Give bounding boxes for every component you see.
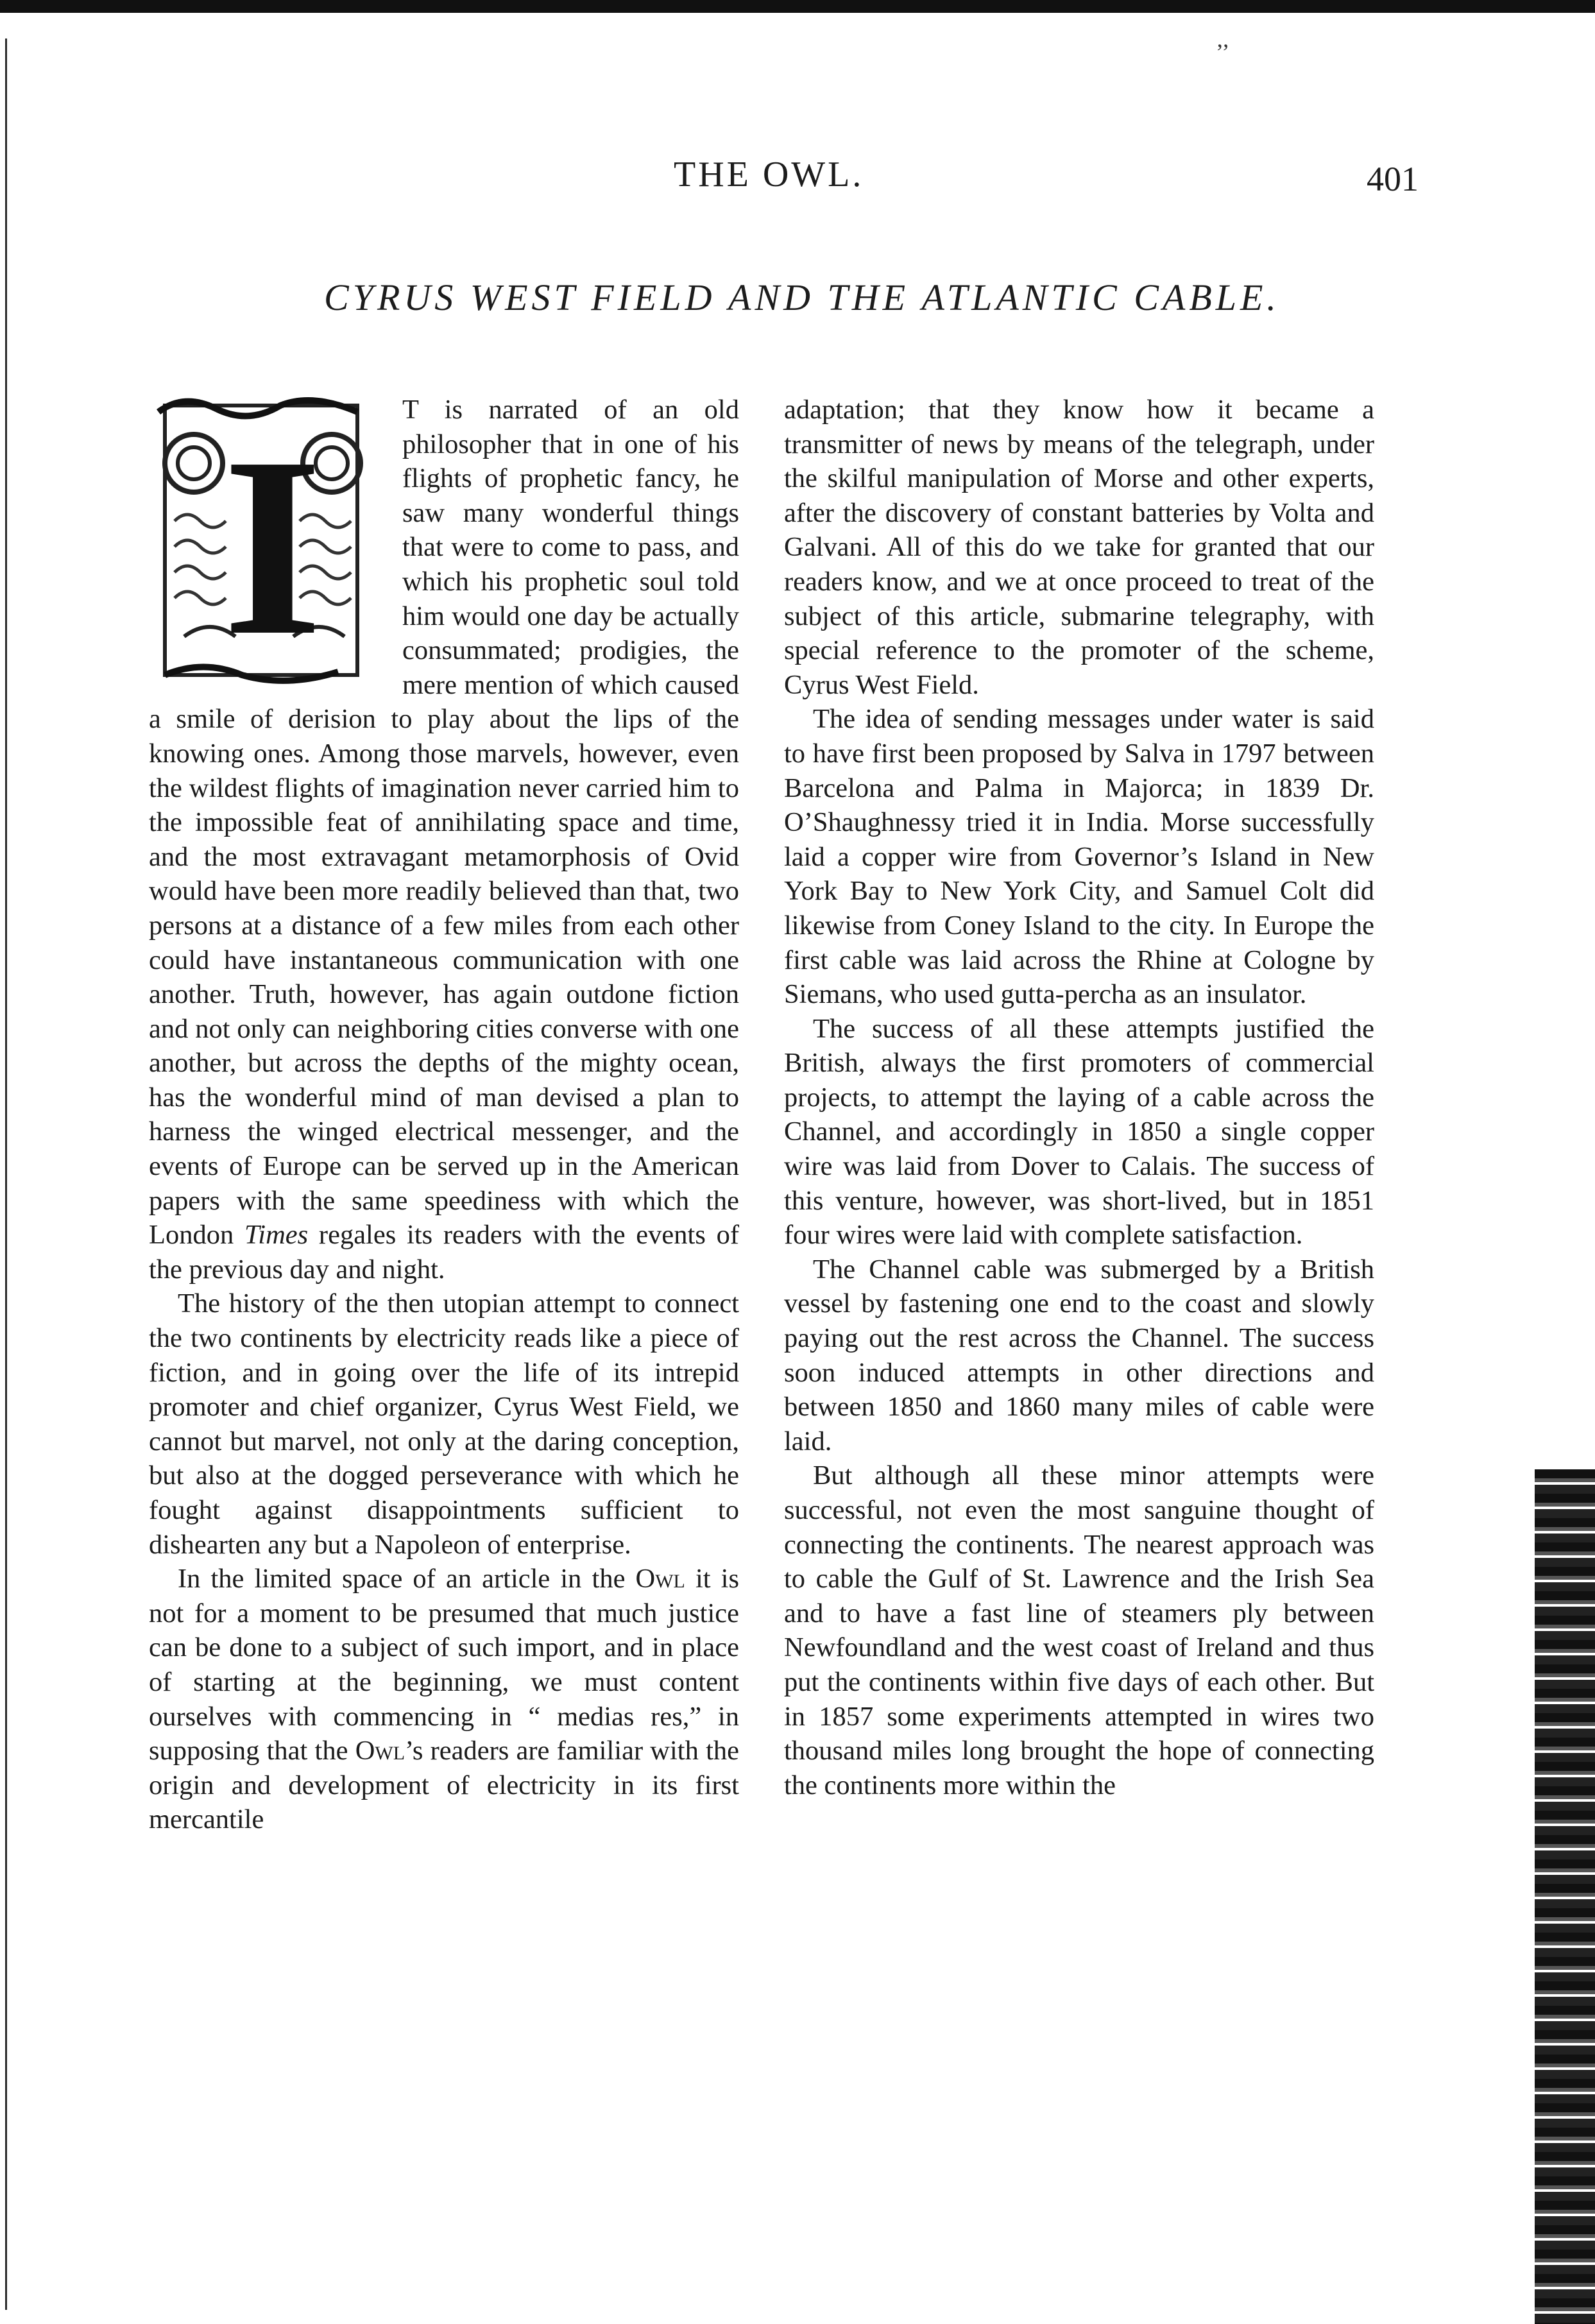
- paragraph-text: regales its readers with the events of the previous day and night.: [149, 1220, 740, 1285]
- scan-top-border: [0, 0, 1595, 13]
- paragraph: The history of the then utopian attempt to connect the two continents by electricity reads like a piece of fiction, and in going over the life of its intrepid promoter and chief organizer, Cyrus West Field, we cannot but marvel, not only at the daring conception, but also at the dogged perseverance with which he fought against disappointments sufficient to dishearten any but a Napoleon of enterprise.: [149, 1288, 739, 1560]
- paragraph: The success of all these attempts justified the British, always the first promoters of commercial projects, to attempt the laying of a cable across the Channel, and accordingly in 1850 a single copper wire was laid from Dover to Calais. The success of this venture, however, was short-lived, but in 1851 four wires were laid with complete satisfaction.: [784, 1013, 1374, 1251]
- stray-mark: ’’: [1216, 39, 1230, 65]
- paragraph-text: T is narrated of an old philosopher that in one of his flights of prophetic fancy, he saw many wonderful things that were to come to pass, and which his prophetic soul told him would one day be actually consummated; prodigies, the mere mention of which caused a smile of derision to play about the lips of the knowing ones. Among those marvels, however, even the wildest flights of imagination never carried him to the impossible feat of annihilating space and time, and the most extravagant metamorphosis of Ovid would have been more readily believed than that, two persons at a distance of a few miles from each other could have instantaneous communication with one another. Truth, however, has again outdone fiction and not only can neighboring cities converse with one another, but across the depths of the mighty ocean, has the wonderful mind of man devised a plan to harness the winged electrical messenger, and the events of Europe can be served up in the American papers with the same speediness with which the London: [149, 395, 739, 1251]
- dropcap: [146, 393, 389, 687]
- paragraph-text: ’s readers are familiar with the origin and development of electricity in its first mercantile: [149, 1736, 740, 1835]
- owl-smallcaps: Owl: [355, 1736, 405, 1766]
- paragraph-text: it is not for a moment to be presumed that much justice can be done to a subject of such import, and in place of starting at the beginning, we must content ourselves with commencing in “ medias res,” in supposing that the: [149, 1564, 740, 1766]
- italic-title: Times: [244, 1220, 309, 1251]
- scan-left-edge: [5, 38, 7, 2310]
- paragraph: [149, 1562, 739, 1837]
- running-title: THE OWL.: [674, 155, 864, 194]
- scan-right-edge-shadow: [1535, 1469, 1595, 2324]
- paragraph: But although all these minor attempts were successful, not even the most sanguine thought of connecting the continents. The nearest approach was to cable the Gulf of St. Lawrence and the Irish Sea and to have a fast line of steamers ply between Newfoundland and the west coast of Ireland and thus put the continents within five days of each other. But in 1857 some experiments attempted in wires two thousand miles long brought the hope of connecting the continents more within the: [784, 1460, 1374, 1800]
- paragraph: The idea of sending messages under water is said to have first been proposed by Salva in 1797 between Barcelona and Palma in Majorca; in 1839 Dr. O’Shaughnessy tried it in India. Morse successfully laid a copper wire from Governor’s Island in New York Bay to New York City, and Samuel Colt did likewise from Coney Island to the city. In Europe the first cable was laid across the Rhine at Cologne by Siemans, who used gutta-percha as an insulator.: [784, 704, 1374, 1010]
- page-number: 401: [1367, 160, 1419, 198]
- paragraph: adaptation; that they know how it became a transmitter of news by means of the telegraph, under the skilful manipulation of Morse and other experts, after the discovery of constant batteries by Volta and Galvani. All of this do we take for granted that our readers know, and we at once proceed to treat of the subject of this article, submarine telegraphy, with special reference to the promoter of the scheme, Cyrus West Field.: [784, 395, 1374, 700]
- paragraph-text: In the limited space of an article in the: [178, 1564, 626, 1594]
- left-column: [149, 393, 739, 1837]
- article-title: CYRUS WEST FIELD AND THE ATLANTIC CABLE.: [324, 277, 1280, 318]
- owl-smallcaps: Owl: [635, 1564, 685, 1594]
- dropcap-letter: I: [223, 404, 323, 688]
- right-column: [784, 393, 1374, 1802]
- paragraph: The Channel cable was submerged by a British vessel by fastening one end to the coast and slowly paying out the rest across the Channel. The success soon induced attempts in other directions and between 1850 and 1860 many miles of cable were laid.: [784, 1254, 1374, 1457]
- paragraph: [149, 393, 739, 1286]
